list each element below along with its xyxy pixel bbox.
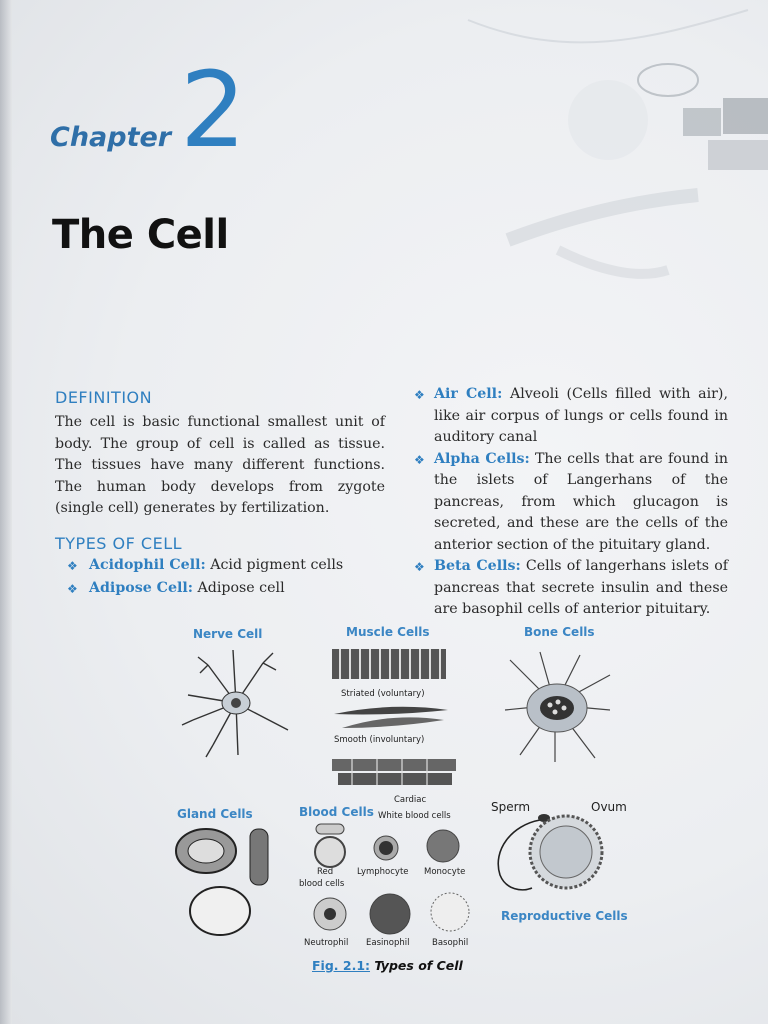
eosinophil-label: Easinophil [366, 938, 410, 948]
red-blood-cells-label: blood cells [299, 879, 345, 889]
list-item: ❖ Air Cell: Alveoli (Cells filled with air), like air corpus of lungs or cells found in auditory canal [414, 386, 728, 445]
basophil-label: Basophil [432, 938, 469, 948]
right-column [412, 384, 728, 621]
neutrophil-label: Neutrophil [304, 938, 349, 948]
muscle-cells-label: Muscle Cells [346, 625, 430, 639]
reproductive-cells-label: Reproductive Cells [501, 909, 628, 923]
cardiac-muscle-illustration [332, 755, 456, 795]
types-list [55, 555, 385, 600]
nerve-cell-label: Nerve Cell [193, 627, 263, 641]
decorative-lab-illustration [408, 0, 768, 340]
nerve-cell-illustration [178, 645, 298, 765]
bone-cell-illustration [500, 650, 615, 765]
chapter-number: 2 [180, 49, 247, 171]
definition-text: The cell is basic functional smallest unit of body. The group of cell is called as tissue. The tissues have many different functions. The human body develops from zygote (single cell) generates by fertilization. [55, 414, 385, 516]
ovum-label: Ovum [591, 800, 627, 814]
red-label: Red [317, 867, 334, 877]
striated-label: Striated (voluntary) [341, 689, 425, 699]
definition-heading: DEFINITION [55, 388, 153, 407]
blood-cells-label: Blood Cells [299, 805, 374, 819]
diamond-bullet-icon: ❖ [414, 452, 425, 467]
diamond-bullet-icon: ❖ [67, 582, 78, 596]
gland-cells-illustration [172, 823, 282, 941]
diamond-bullet-icon: ❖ [414, 388, 425, 402]
diamond-bullet-icon: ❖ [414, 560, 425, 574]
wbc-label: White blood cells [378, 811, 451, 821]
striated-muscle-illustration [330, 645, 448, 683]
list-item: ❖ Adipose Cell: Adipose cell [55, 578, 385, 600]
diamond-bullet-icon: ❖ [67, 558, 78, 573]
cell-types-list [412, 384, 728, 621]
gland-cells-label: Gland Cells [177, 807, 253, 821]
smooth-label: Smooth (involuntary) [334, 735, 425, 745]
types-heading: TYPES OF CELL [55, 533, 183, 553]
chapter-word: Chapter [50, 122, 172, 153]
cardiac-label: Cardiac [394, 795, 427, 805]
figure-caption: Fig. 2.1: Types of Cell [312, 958, 463, 973]
sperm-label: Sperm [491, 800, 531, 814]
blood-cells-illustration [310, 822, 475, 937]
sperm-ovum-illustration [492, 810, 612, 905]
left-column [55, 388, 385, 600]
list-item: ❖ Alpha Cells: The cells that are found in the islets of Langerhans of the pancreas, from which glucagon is secreted, and these are the cells of the anterior section of the pituitary gland. [414, 450, 728, 553]
chapter-title: The Cell [52, 212, 229, 258]
bone-cells-label: Bone Cells [524, 625, 595, 639]
page-spine [0, 0, 12, 1024]
list-item: ❖ Beta Cells: Cells of langerhans islets of pancreas that secrete insulin and these are basophil cells of anterior pituitary. [414, 558, 729, 617]
monocyte-label: Monocyte [424, 867, 466, 877]
list-item: ❖ Acidophil Cell: Acid pigment cells [55, 555, 385, 577]
lymphocyte-label: Lymphocyte [357, 867, 409, 877]
smooth-muscle-illustration [332, 702, 450, 732]
